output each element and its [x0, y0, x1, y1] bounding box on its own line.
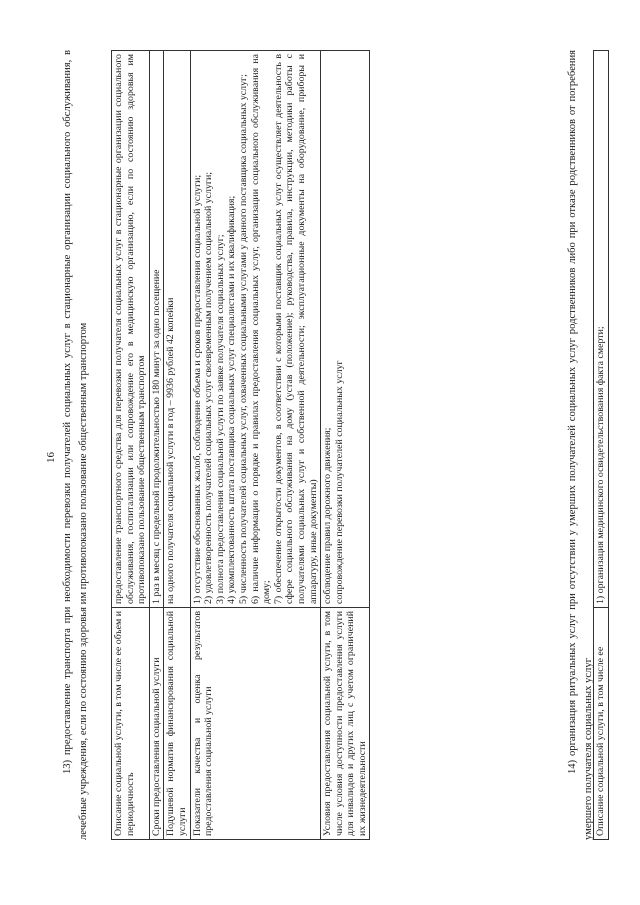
row-label: Подушевой норматив финансирования социальной услуги	[164, 608, 190, 840]
section-13-table	[111, 50, 370, 840]
table-row	[164, 51, 190, 840]
table-row	[321, 51, 370, 840]
page-number: 16	[45, 452, 57, 463]
row-value-line: 4) укомплектованность штата поставщика социальных услуг специалистами и их квалификация;	[226, 195, 238, 604]
row-value-line: 7) обеспечение открытости документов, в соответствии с которыми поставщик социальных услуг осуществляет деятельность в сфере социального обслуживания на дому (устав (положение); руководства, правила, инструкции, методики работы с получателями социальных услуг и собственной деятельности; эксплуатационные документы на оборудование, приборы и аппаратуру, иные документы)	[272, 54, 319, 604]
row-value	[112, 51, 150, 608]
section-14-heading-text: 14) организация ритуальных услуг при отсутствии у умерших получателей социальных услуг родственников либо при отказе родственников от погребения умершего получателя социальных услуг	[567, 50, 594, 840]
row-value-line: сопровождение перевозки получателей социальных услуг	[333, 360, 345, 604]
row-value-line: 6) наличие информации о порядке и правилах предоставления социальных услуг, организации социального обслуживания на дому;	[249, 54, 273, 604]
row-value-line: соблюдение правил дорожного движения;	[322, 427, 334, 604]
table-row	[149, 51, 164, 840]
row-label: Условия предоставления социальной услуги, в том числе условия доступности предоставления услуги для инвалидов и других лиц с учетом ограничений их жизнедеятельности	[321, 608, 370, 840]
row-value-line: 1) отсутствие обоснованных жалоб, соблюдение объема и сроков предоставления социальной услуги;	[191, 174, 203, 604]
row-label: Сроки предоставления социальной услуги	[149, 608, 164, 840]
row-label: Описание социальной услуги, в том числе ее	[594, 608, 609, 840]
row-label: Описание социальной услуги, в том числе ее объем и периодичность	[112, 608, 150, 840]
table-row	[594, 51, 609, 840]
row-value-line: 2) удовлетворенность получателей социальных услуг своевременным получением социальной услуги;	[203, 171, 215, 604]
section-13-heading	[60, 50, 91, 840]
row-value-line: 1 раз в месяц с предельной продолжительностью 180 минут за одно посещение	[150, 269, 162, 604]
row-value-line: 1) организация медицинского освидетельствования факта смерти;	[595, 326, 606, 604]
table-row	[112, 51, 150, 840]
row-label: Показатели качества и оценка результатов предоставления социальной услуги	[190, 608, 321, 840]
row-value	[321, 51, 370, 608]
section-14-table	[593, 50, 609, 840]
row-value-line: 3) полнота предоставления социальной услуги по заявке получателя социальных услуг;	[214, 234, 226, 604]
row-value-line: на одного получателя социальной услуги в год – 9936 рублей 42 копейки	[165, 297, 177, 604]
table-row	[190, 51, 321, 840]
row-value	[149, 51, 164, 608]
row-value-line: 5) численность получателей социальных услуг, охваченных социальными услугами у данного поставщика социальных услуг;	[237, 74, 249, 604]
rotated-page	[45, 50, 605, 840]
row-value	[190, 51, 321, 608]
section-13-heading-text: 13) предоставление транспорта при необходимости перевозки получателей социальных услуг в стационарные организации социального обслуживания, в лечебные учреждения, если по состоянию здоровья им противопоказано пользование общественным транспортом	[62, 50, 89, 840]
row-value-line: предоставление транспортного средства для перевозки получателя социальных услуг в стационарные организации социального обслуживания, госпитализации или сопровождение его в медицинскую организацию, если по состоянию здоровья им противопоказано пользование общественным транспортом	[113, 54, 148, 604]
row-value	[164, 51, 190, 608]
section-14-heading	[565, 50, 596, 840]
row-value	[594, 51, 609, 608]
